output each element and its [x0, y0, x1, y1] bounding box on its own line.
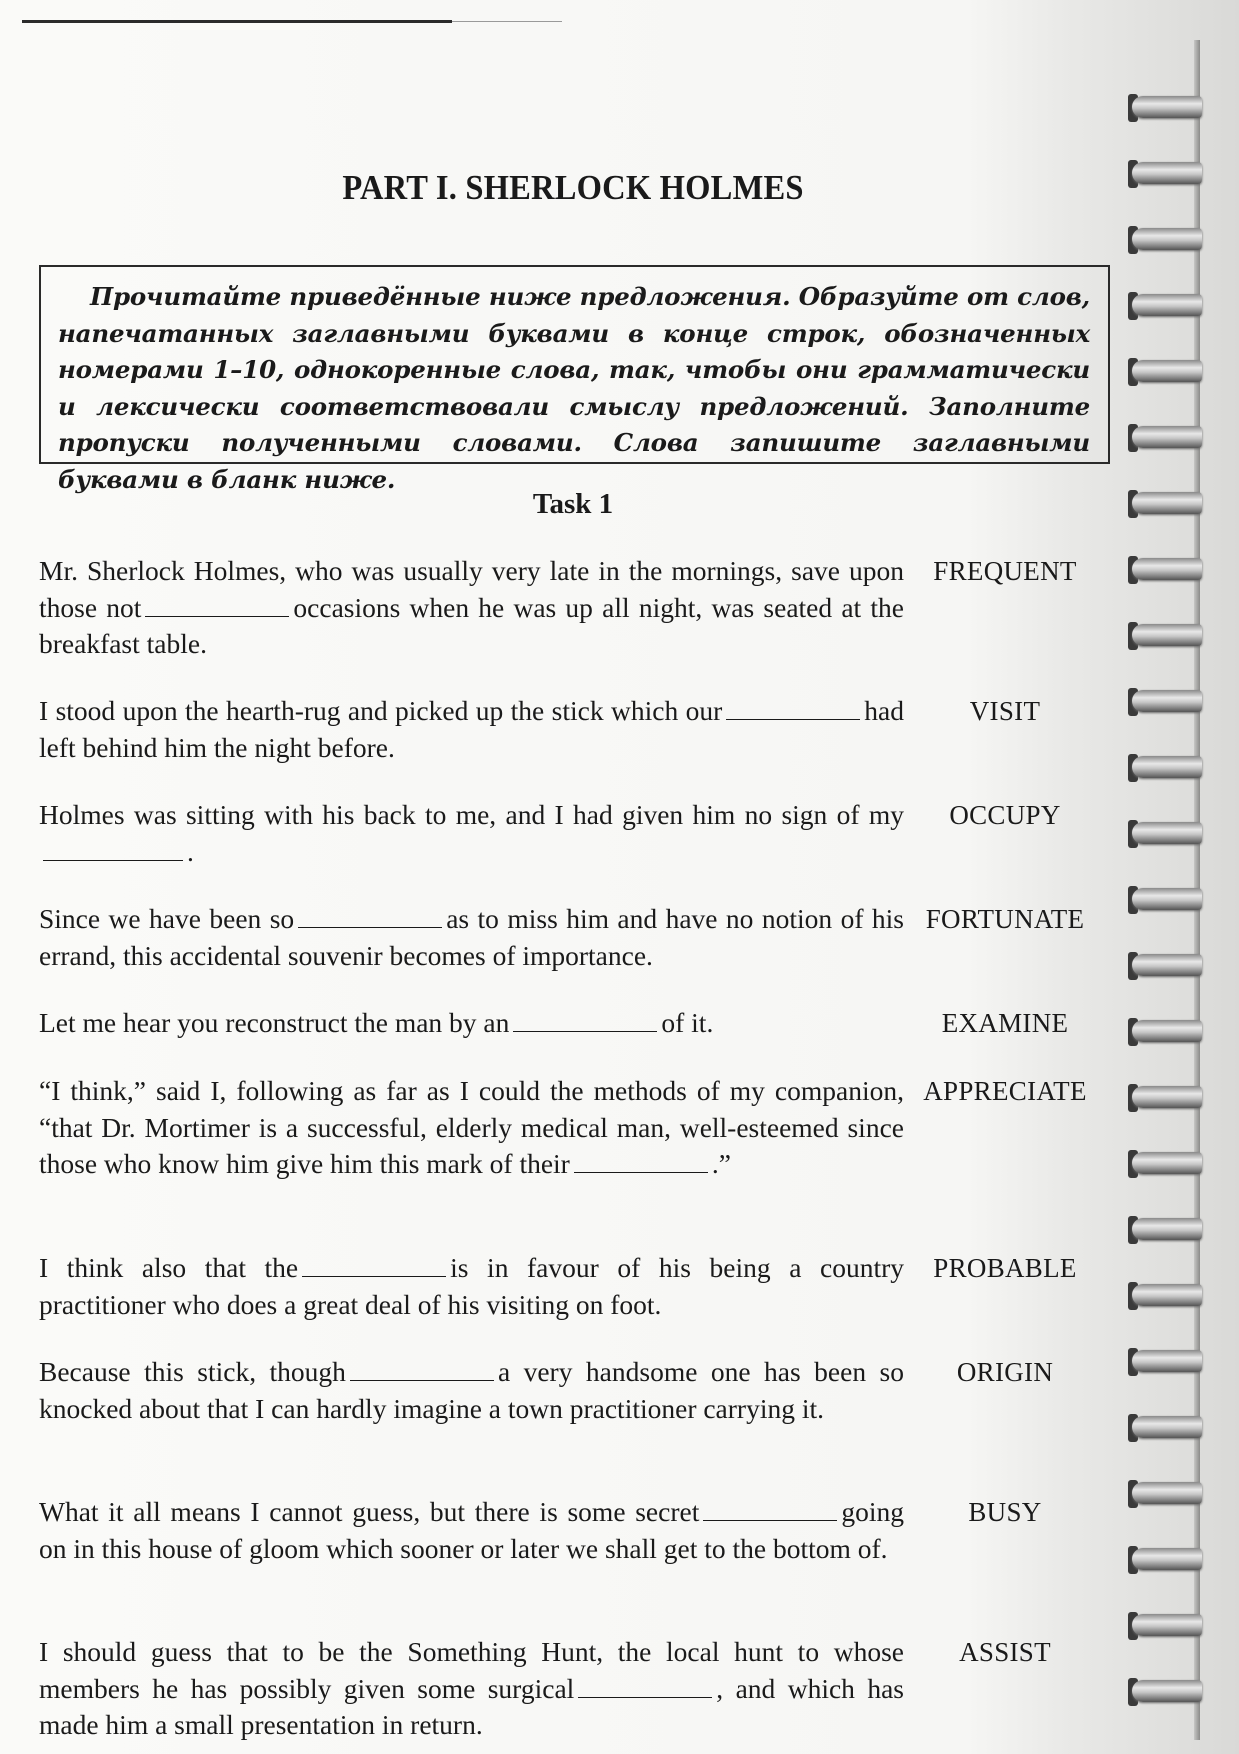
answer-blank[interactable] [513, 1030, 657, 1032]
keyword-6: APPRECIATE [923, 1076, 1087, 1106]
binding-ring [1128, 1148, 1208, 1182]
binding-ring [1128, 686, 1208, 720]
binding-ring [1128, 1280, 1208, 1314]
binding-ring [1128, 1082, 1208, 1116]
item-text-before: Since we have been so [39, 903, 295, 934]
page-title: PART I. SHERLOCK HOLMES [342, 168, 804, 207]
answer-blank[interactable] [43, 859, 183, 861]
keyword-9: BUSY [968, 1497, 1042, 1527]
item-text-before: I stood upon the hearth-rug and picked up the stick which our [39, 695, 723, 726]
item-text-after: . [187, 835, 194, 867]
item-text-after: .” [711, 1148, 731, 1179]
item-text-before: I think also that the [39, 1252, 299, 1283]
item-text-before: Holmes was sitting with his back to me, and I had given him no sign of my [39, 799, 904, 830]
answer-blank[interactable] [726, 718, 860, 720]
task-item-7 [39, 1250, 904, 1323]
item-text-after: of it. [661, 1007, 714, 1038]
task-item-10 [39, 1634, 904, 1744]
item-text-before: “I think,” said I, following as far as I could the methods of my companion, “that Dr. Mortimer is a successful, elderly medical man, well-esteemed since those who know him give him this mark of their [39, 1075, 904, 1179]
spiral-binding [1128, 40, 1208, 1740]
binding-ring [1128, 752, 1208, 786]
binding-ring [1128, 488, 1208, 522]
item-text-before: I should guess that to be the Something Hunt, the local hunt to whose members he has possibly given some surgical [39, 1636, 904, 1704]
binding-ring [1128, 884, 1208, 918]
item-text-after: a very handsome one has been so knocked about that I can hardly imagine a town practitioner carrying it. [39, 1356, 904, 1424]
task-item-3 [39, 797, 904, 870]
item-text-after: going on in this house of gloom which sooner or later we shall get to the bottom of. [39, 1496, 904, 1564]
task-item-5 [39, 1005, 904, 1042]
binding-ring [1128, 1610, 1208, 1644]
binding-ring [1128, 950, 1208, 984]
keyword-7: PROBABLE [933, 1253, 1077, 1283]
instructions-text: Прочитайте приведённые ниже предложения. Образуйте от слов, напечатанных заглавными буквами в конце строк, обозначенных номерами 1–10, однокоренные слова, так, чтобы они грамматически и лексически соответствовали смыслу предложений. Заполните пропуски полученными словами. Слова запишите заглавными буквами в бланк ниже. [58, 282, 1090, 494]
top-rule [22, 20, 452, 23]
keyword-1: FREQUENT [933, 556, 1077, 586]
item-text-before: What it all means I cannot guess, but there is some secret [39, 1496, 700, 1527]
binding-ring [1128, 1478, 1208, 1512]
binding-ring [1128, 92, 1208, 126]
item-text-after: is in favour of his being a country practitioner who does a great deal of his visiting on foot. [39, 1252, 904, 1320]
binding-ring [1128, 1346, 1208, 1380]
keyword-10: ASSIST [959, 1637, 1051, 1667]
answer-blank[interactable] [145, 615, 289, 617]
task-item-4 [39, 901, 904, 974]
binding-ring [1128, 290, 1208, 324]
task-item-9 [39, 1494, 904, 1567]
answer-blank[interactable] [703, 1519, 837, 1521]
binding-ring [1128, 1676, 1208, 1710]
item-text-after: occasions when he was up all night, was seated at the breakfast table. [39, 591, 904, 659]
binding-ring [1128, 818, 1208, 852]
binding-ring [1128, 1544, 1208, 1578]
keyword-2: VISIT [969, 696, 1041, 726]
binding-ring [1128, 1016, 1208, 1050]
item-text-after: as to miss him and have no notion of his errand, this accidental souvenir becomes of importance. [39, 903, 905, 971]
item-text-before: Let me hear you reconstruct the man by an [39, 1007, 510, 1038]
binding-ring [1128, 1214, 1208, 1248]
answer-blank[interactable] [350, 1379, 494, 1381]
binding-ring [1128, 620, 1208, 654]
instructions-box [39, 265, 1110, 494]
item-text-after: , and which has made him a small presentation in return. [39, 1672, 904, 1740]
binding-ring [1128, 224, 1208, 258]
task-item-2 [39, 693, 904, 766]
task-heading: Task 1 [532, 488, 614, 520]
keyword-8: ORIGIN [956, 1357, 1054, 1387]
item-text-before: Because this stick, though [39, 1356, 346, 1387]
binding-ring [1128, 1412, 1208, 1446]
answer-blank[interactable] [298, 926, 442, 928]
top-rule-fade [452, 21, 562, 22]
task-item-1 [39, 553, 904, 663]
binding-ring [1128, 356, 1208, 390]
keyword-4: FORTUNATE [925, 904, 1085, 934]
binding-ring [1128, 554, 1208, 588]
answer-blank[interactable] [578, 1696, 712, 1698]
keyword-3: OCCUPY [949, 800, 1061, 830]
item-text-before: Mr. Sherlock Holmes, who was usually very late in the mornings, save upon those not [39, 555, 904, 623]
task-item-6 [39, 1073, 904, 1183]
binding-ring [1128, 158, 1208, 192]
item-text-after: had left behind him the night before. [39, 695, 904, 763]
task-item-8 [39, 1354, 904, 1427]
binding-ring [1128, 422, 1208, 456]
keyword-5: EXAMINE [941, 1008, 1069, 1038]
answer-blank[interactable] [574, 1171, 708, 1173]
answer-blank[interactable] [302, 1275, 446, 1277]
